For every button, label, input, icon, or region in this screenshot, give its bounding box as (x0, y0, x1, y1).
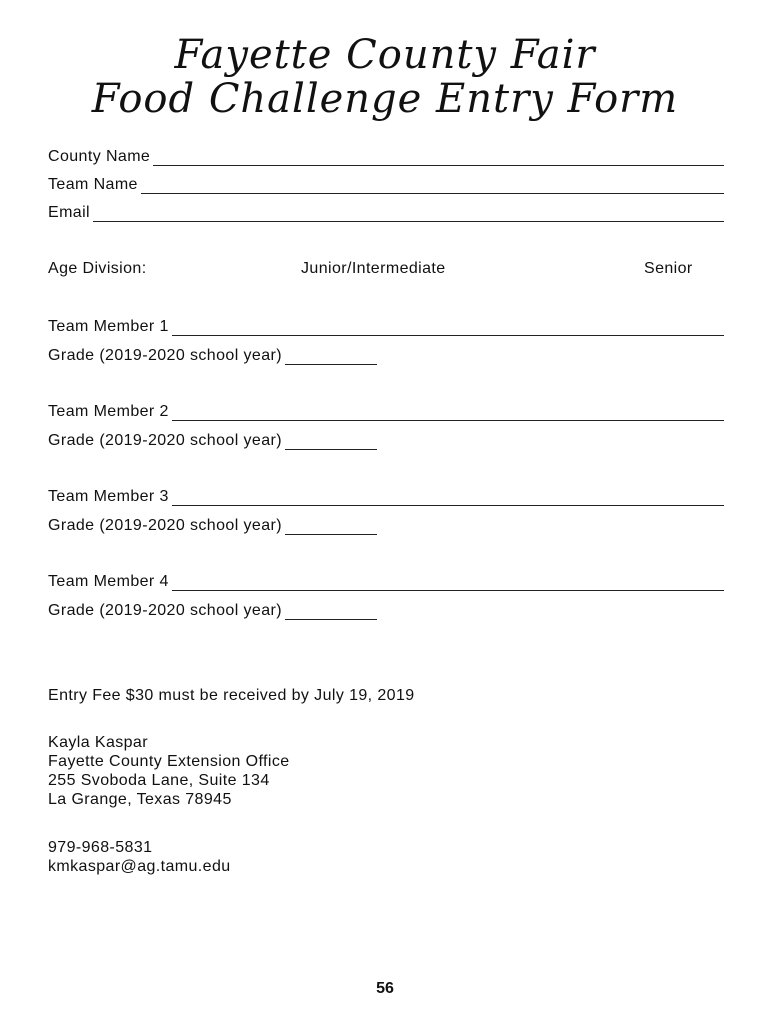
team-member-1-blank[interactable] (172, 321, 724, 336)
team-member-4-grade-label: Grade (2019-2020 school year) (48, 602, 282, 619)
email-blank[interactable] (93, 207, 724, 222)
age-division-label: Age Division: (48, 260, 147, 277)
team-name-blank[interactable] (141, 179, 724, 194)
age-option-senior[interactable]: Senior (644, 260, 693, 277)
entry-fee-notice: Entry Fee $30 must be received by July 19, 2019 (48, 687, 415, 704)
contact-name: Kayla Kaspar (48, 734, 148, 751)
team-member-1-grade-field (48, 345, 377, 365)
team-member-1-field (48, 316, 724, 336)
form-title-line-1: Fayette County Fair (174, 32, 596, 78)
contact-street: 255 Svoboda Lane, Suite 134 (48, 772, 270, 789)
team-member-4-label: Team Member 4 (48, 573, 169, 590)
contact-city: La Grange, Texas 78945 (48, 791, 232, 808)
email-field (48, 202, 724, 222)
email-label: Email (48, 204, 91, 221)
team-member-3-label: Team Member 3 (48, 488, 169, 505)
team-member-2-grade-field (48, 430, 377, 450)
team-member-2-label: Team Member 2 (48, 403, 169, 420)
team-member-1-label: Team Member 1 (48, 318, 169, 335)
team-member-2-grade-blank[interactable] (285, 435, 377, 450)
contact-email[interactable]: kmkaspar@ag.tamu.edu (48, 858, 231, 875)
county-name-blank[interactable] (153, 151, 724, 166)
team-member-2-blank[interactable] (172, 406, 724, 421)
contact-phone: 979-968-5831 (48, 839, 153, 856)
team-member-4-grade-blank[interactable] (285, 605, 377, 620)
team-member-3-grade-field (48, 515, 377, 535)
contact-office: Fayette County Extension Office (48, 753, 290, 770)
team-member-2-field (48, 401, 724, 421)
form-title-line-2: Food Challenge Entry Form (91, 76, 679, 122)
team-member-3-blank[interactable] (172, 491, 724, 506)
age-option-junior-intermediate[interactable]: Junior/Intermediate (301, 260, 446, 277)
team-member-1-grade-label: Grade (2019-2020 school year) (48, 347, 282, 364)
team-name-field (48, 174, 724, 194)
county-name-field (48, 146, 724, 166)
page-number: 56 (376, 980, 394, 997)
county-name-label: County Name (48, 148, 151, 165)
team-member-4-grade-field (48, 600, 377, 620)
team-member-3-grade-blank[interactable] (285, 520, 377, 535)
team-name-label: Team Name (48, 176, 138, 193)
team-member-3-field (48, 486, 724, 506)
team-member-4-blank[interactable] (172, 576, 724, 591)
team-member-2-grade-label: Grade (2019-2020 school year) (48, 432, 282, 449)
team-member-3-grade-label: Grade (2019-2020 school year) (48, 517, 282, 534)
age-division-row (48, 260, 724, 280)
team-member-4-field (48, 571, 724, 591)
team-member-1-grade-blank[interactable] (285, 350, 377, 365)
